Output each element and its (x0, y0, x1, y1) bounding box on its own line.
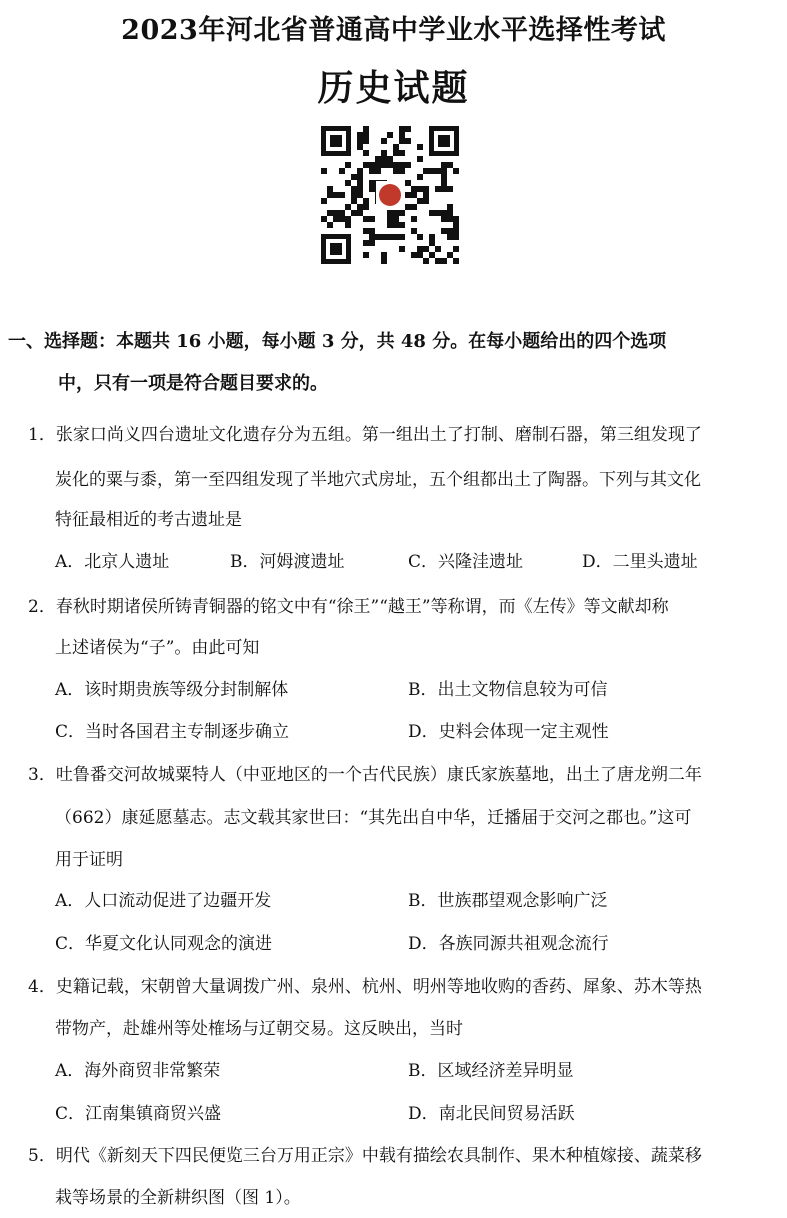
question-1-option-d[interactable]: D．二里头遗址 (582, 552, 698, 572)
question-2-option-b[interactable]: B．出土文物信息较为可信 (408, 680, 608, 700)
question-4-line-2: 带物产，赴雄州等处榷场与辽朝交易。这反映出，当时 (55, 1019, 463, 1039)
section-heading-line-1: 一、选择题：本题共 16 小题，每小题 3 分，共 48 分。在每小题给出的四个选项 (8, 331, 667, 352)
question-3-option-d[interactable]: D．各族同源共祖观念流行 (408, 934, 609, 954)
question-3-line-2: （662）康延愿墓志。志文载其家世曰：“其先出自中华，迁播届于交河之郡也。”这可 (55, 808, 692, 828)
question-2-option-a[interactable]: A．该时期贵族等级分封制解体 (55, 680, 289, 700)
section-heading-line-2: 中，只有一项是符合题目要求的。 (58, 373, 328, 394)
exam-subject: 历史试题 (317, 67, 470, 109)
question-4-option-a[interactable]: A．海外商贸非常繁荣 (55, 1061, 221, 1081)
question-3-option-a[interactable]: A．人口流动促进了边疆开发 (55, 891, 272, 911)
question-5-line-1: 5．明代《新刻天下四民便览三台万用正宗》中载有描绘农具制作、果木种植嫁接、蔬菜移 (28, 1146, 702, 1166)
question-1-option-c[interactable]: C．兴隆洼遗址 (408, 552, 524, 572)
question-5-line-2: 栽等场景的全新耕织图（图 1）。 (55, 1188, 301, 1208)
question-2-option-d[interactable]: D．史料会体现一定主观性 (408, 722, 609, 742)
question-1-line-3: 特征最相近的考古遗址是 (55, 510, 242, 530)
question-3-option-b[interactable]: B．世族郡望观念影响广泛 (408, 891, 608, 911)
question-2-option-c[interactable]: C．当时各国君主专制逐步确立 (55, 722, 290, 742)
question-4-option-b[interactable]: B．区域经济差异明显 (408, 1061, 574, 1081)
question-4-line-1: 4．史籍记载，宋朝曾大量调拨广州、泉州、杭州、明州等地收购的香药、犀象、苏木等热 (28, 977, 702, 997)
question-2-line-2: 上述诸侯为“子”。由此可知 (55, 638, 260, 658)
question-3-option-c[interactable]: C．华夏文化认同观念的演进 (55, 934, 273, 954)
question-2-line-1: 2．春秋时期诸侯所铸青铜器的铭文中有“徐王”“越王”等称谓，而《左传》等文献却称 (28, 597, 669, 617)
question-4-option-c[interactable]: C．江南集镇商贸兴盛 (55, 1104, 222, 1124)
question-1-line-1: 1．张家口尚义四台遗址文化遗存分为五组。第一组出土了打制、磨制石器，第三组发现了 (28, 425, 702, 445)
qr-code-icon[interactable] (321, 126, 459, 264)
question-3-line-1: 3．吐鲁番交河故城粟特人（中亚地区的一个古代民族）康氏家族墓地，出土了唐龙朔二年 (28, 765, 702, 785)
question-4-option-d[interactable]: D．南北民间贸易活跃 (408, 1104, 575, 1124)
exam-title: 2023年河北省普通高中学业水平选择性考试 (121, 15, 666, 46)
question-1-option-a[interactable]: A．北京人遗址 (55, 552, 170, 572)
question-3-line-3: 用于证明 (55, 850, 123, 870)
question-1-line-2: 炭化的粟与黍，第一至四组发现了半地穴式房址，五个组都出土了陶器。下列与其文化 (55, 470, 701, 490)
question-1-option-b[interactable]: B．河姆渡遗址 (230, 552, 345, 572)
